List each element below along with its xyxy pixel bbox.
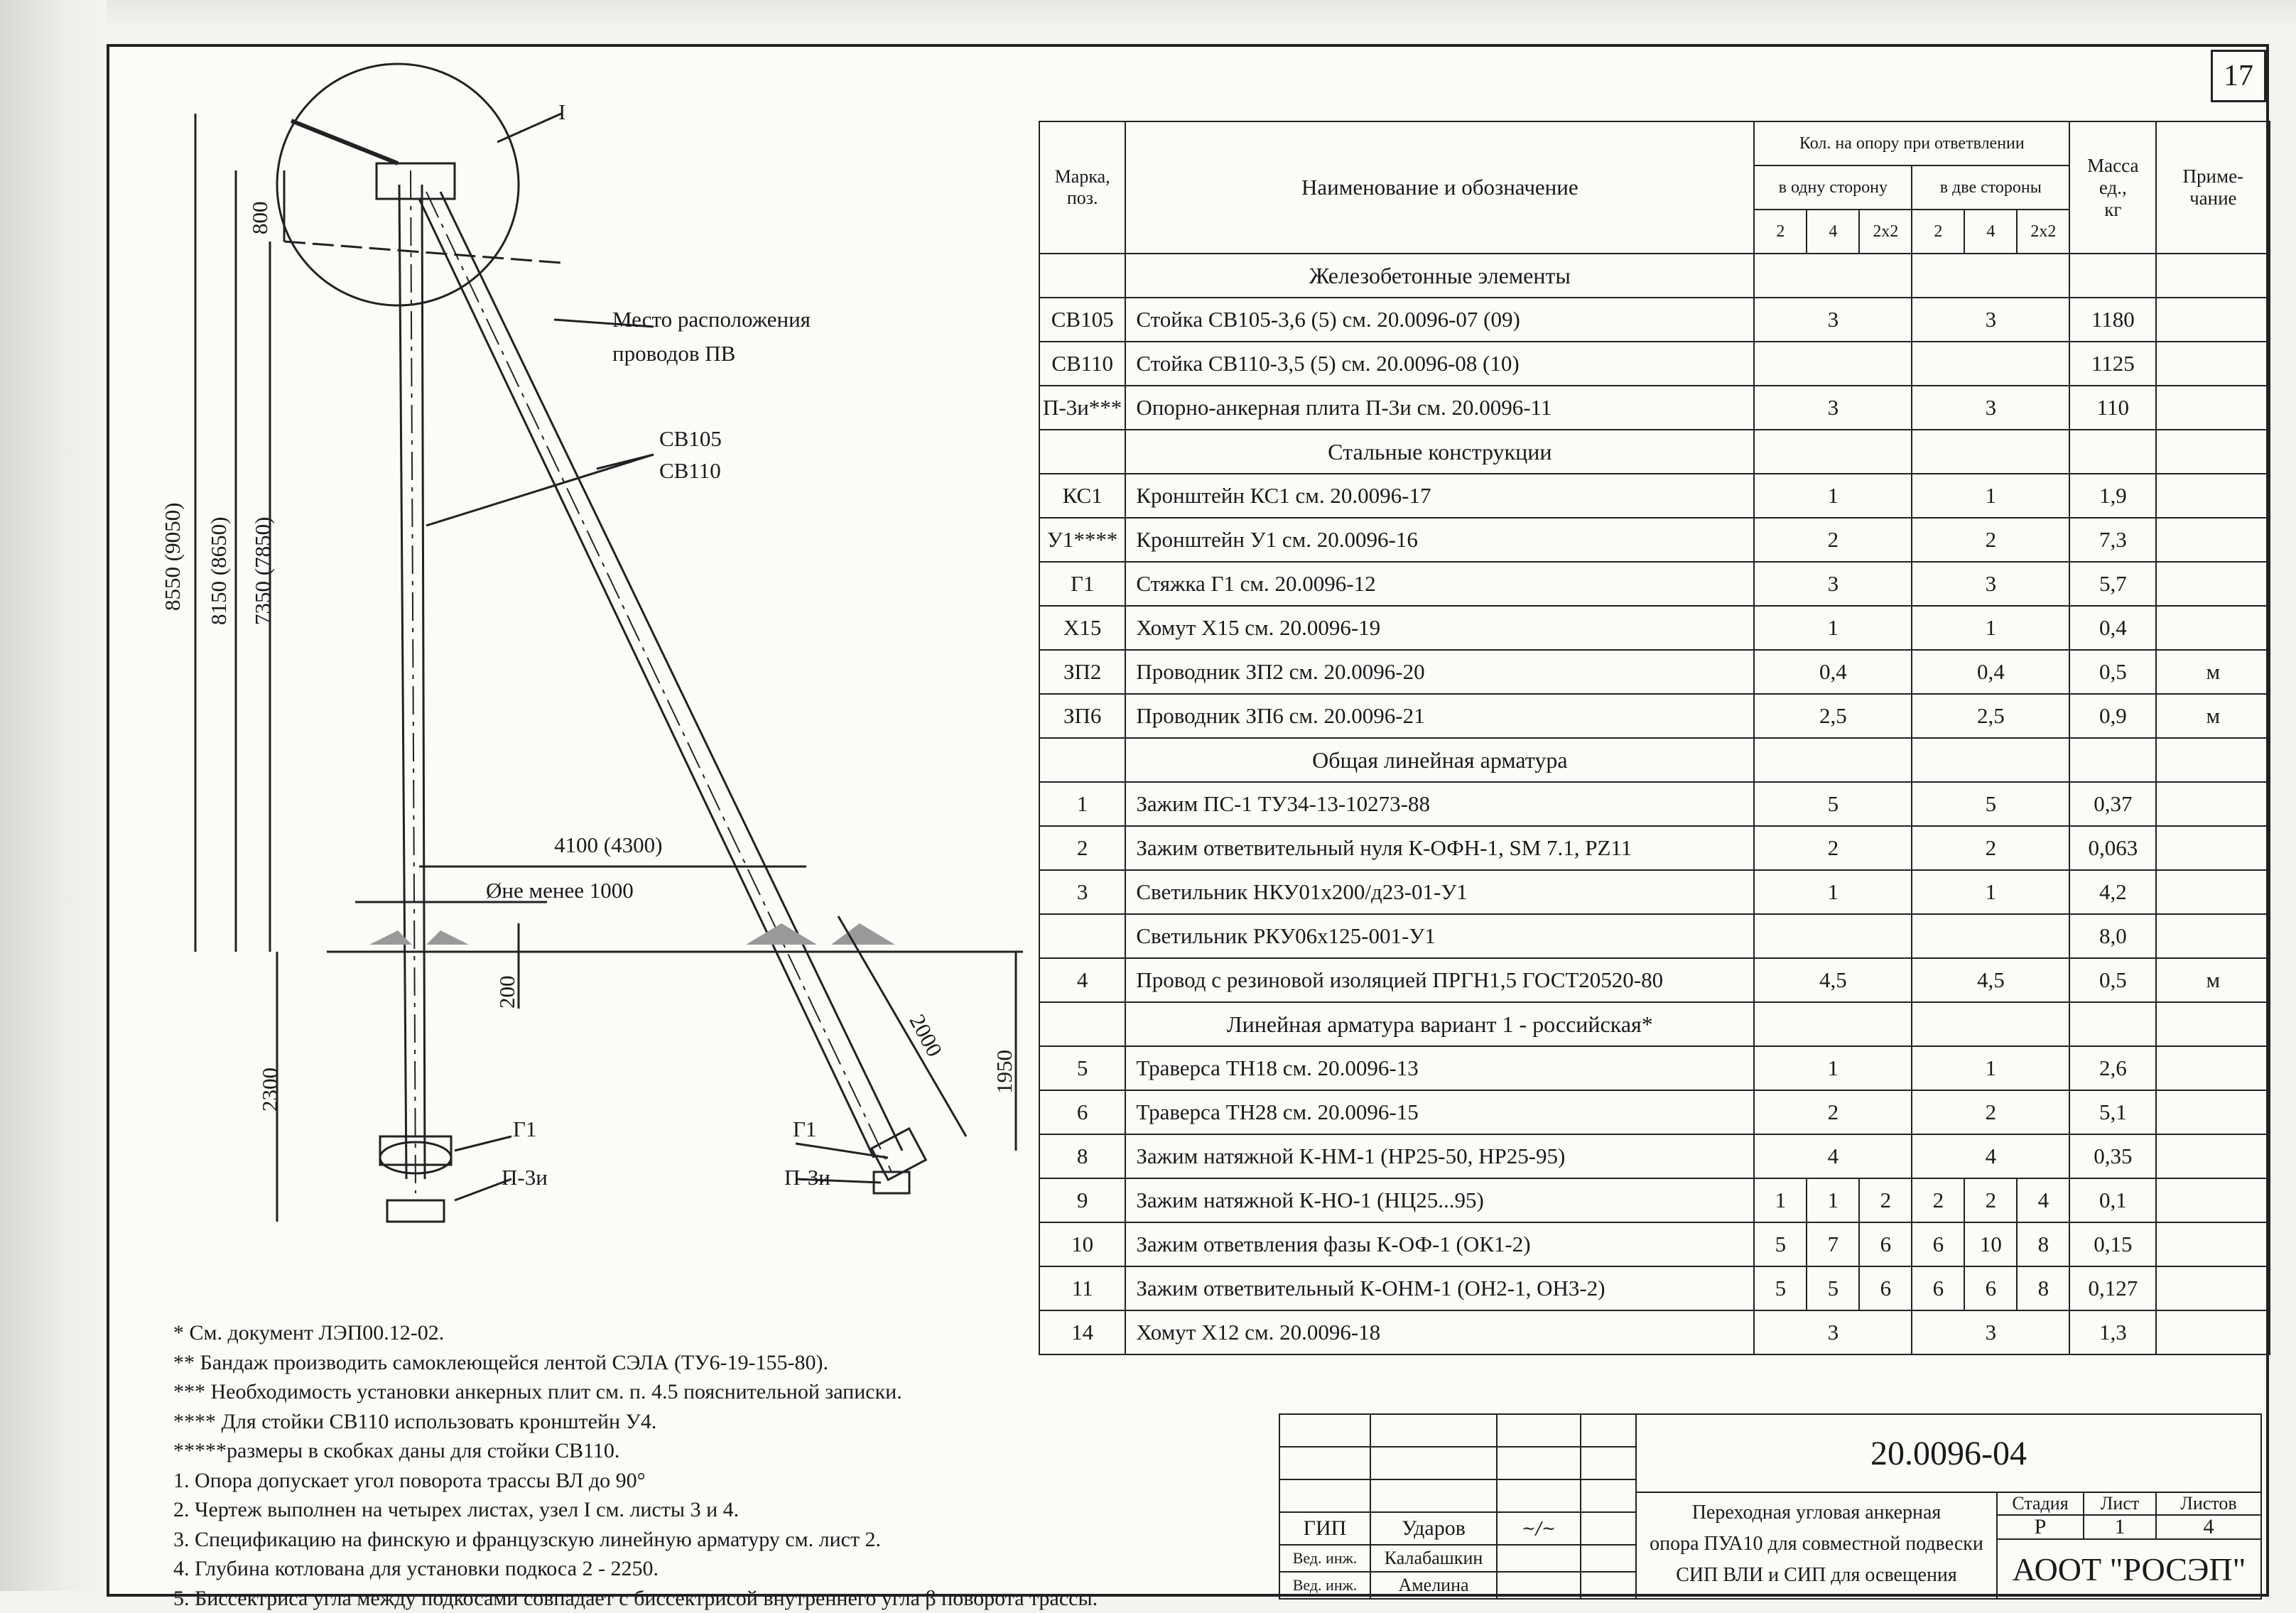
cell-mark: 1 <box>1039 782 1125 826</box>
cell-name: Провод с резиновой изоляцией ПРГН1,5 ГОСТ20520-80 <box>1125 958 1754 1002</box>
cell-note <box>2156 386 2270 430</box>
dim-800: 800 <box>247 202 273 235</box>
cell-qty-one-side: 2 <box>1754 1090 1912 1134</box>
cell-qty: 2 <box>1859 1178 1912 1222</box>
cell-qty-two-sides: 2 <box>1912 518 2069 562</box>
section-row <box>1039 738 2270 782</box>
cell-note <box>2156 1310 2270 1354</box>
note-line: 4. Глубина котлована для установки подкоса 2 - 2250. <box>173 1554 1098 1584</box>
cell-note <box>2156 1266 2270 1310</box>
cell-mark: ЗП6 <box>1039 694 1125 738</box>
cell-mass: 0,15 <box>2069 1222 2156 1266</box>
anchor-plate-left-p3i <box>387 1200 444 1222</box>
table-row <box>1039 518 2270 562</box>
table-row <box>1039 958 2270 1002</box>
sheet-value: 1 <box>2083 1514 2157 1540</box>
cell-qty: 6 <box>1912 1266 1964 1310</box>
dim-2000: 2000 <box>904 1010 948 1061</box>
cell-qty: 2 <box>1912 1178 1964 1222</box>
cell-name: Стяжка Г1 см. 20.0096-12 <box>1125 562 1754 606</box>
cell-qty-one-side: 1 <box>1754 1046 1912 1090</box>
cell-note <box>2156 606 2270 650</box>
cell-qty-two-sides: 3 <box>1912 562 2069 606</box>
cell-mass: 7,3 <box>2069 518 2156 562</box>
cell-name: Зажим ПС-1 ТУ34-13-10273-88 <box>1125 782 1754 826</box>
cell-mass: 0,9 <box>2069 694 2156 738</box>
table-row <box>1039 606 2270 650</box>
pole-head <box>377 163 455 199</box>
node-leader <box>497 114 561 142</box>
cell-qty-one-side: 3 <box>1754 298 1912 342</box>
hdr-sub: 2x2 <box>2017 210 2069 254</box>
cell-name: Кронштейн КС1 см. 20.0096-17 <box>1125 474 1754 518</box>
table-row <box>1039 474 2270 518</box>
dim-1950: 1950 <box>992 1050 1017 1094</box>
cell-name: Хомут Х15 см. 20.0096-19 <box>1125 606 1754 650</box>
cell-note <box>2156 1178 2270 1222</box>
role-gip: ГИП <box>1279 1511 1371 1546</box>
cell-qty: 10 <box>1964 1222 2017 1266</box>
hdr-sub: 2 <box>1912 210 1964 254</box>
section-row <box>1039 1002 2270 1046</box>
note-line: *** Необходимость установки анкерных плит см. п. 4.5 пояснительной записки. <box>173 1377 1098 1407</box>
table-row <box>1039 650 2270 694</box>
sheet-header: Лист <box>2083 1492 2157 1516</box>
dim-8550: 8550 (9050) <box>160 503 185 611</box>
cell-mark: Х15 <box>1039 606 1125 650</box>
cell-name: Кронштейн У1 см. 20.0096-16 <box>1125 518 1754 562</box>
table-row <box>1039 298 2270 342</box>
cell-qty-one-side <box>1754 342 1912 386</box>
cell-qty: 6 <box>1912 1222 1964 1266</box>
dim-8150: 8150 (8650) <box>206 517 232 625</box>
cell-mark: 11 <box>1039 1266 1125 1310</box>
cell-qty: 5 <box>1754 1266 1807 1310</box>
hdr-mass: Масса ед., кг <box>2069 121 2156 254</box>
hdr-two-sides: в две стороны <box>1912 165 2069 210</box>
cell-note <box>2156 914 2270 958</box>
g1-right: Г1 <box>793 1117 816 1142</box>
cell-mark: СВ110 <box>1039 342 1125 386</box>
cell-qty-one-side: 0,4 <box>1754 650 1912 694</box>
cell-qty: 5 <box>1754 1222 1807 1266</box>
table-row <box>1039 1222 2270 1266</box>
cell-note <box>2156 518 2270 562</box>
note-line: 1. Опора допускает угол поворота трассы ВЛ до 90° <box>173 1466 1098 1496</box>
table-row <box>1039 1266 2270 1310</box>
note-line: 2. Чертеж выполнен на четырех листах, узел I см. листы 3 и 4. <box>173 1495 1098 1525</box>
table-row <box>1039 562 2270 606</box>
cell-mark: 10 <box>1039 1222 1125 1266</box>
cell-qty: 8 <box>2017 1266 2069 1310</box>
title-block <box>1279 1413 2262 1598</box>
cell-mass: 0,1 <box>2069 1178 2156 1222</box>
notes-block <box>173 1318 1098 1613</box>
name-ved1: Калабашкин <box>1370 1544 1498 1573</box>
cell-mass: 110 <box>2069 386 2156 430</box>
cell-mark <box>1039 914 1125 958</box>
cell-qty-two-sides: 1 <box>1912 870 2069 914</box>
table-row <box>1039 342 2270 386</box>
organization: АООТ "РОСЭП" <box>1996 1538 2262 1600</box>
table-row <box>1039 1134 2270 1178</box>
cell-qty-two-sides: 3 <box>1912 1310 2069 1354</box>
cell-qty-one-side: 1 <box>1754 606 1912 650</box>
sheets-value: 4 <box>2155 1514 2262 1540</box>
note-line: *****размеры в скобках даны для стойки СВ110. <box>173 1436 1098 1466</box>
cell-mass: 0,37 <box>2069 782 2156 826</box>
leader-g1-left <box>455 1136 511 1151</box>
cell-note <box>2156 298 2270 342</box>
dim-diam: Øне менее 1000 <box>486 878 634 903</box>
cell-qty-one-side: 4,5 <box>1754 958 1912 1002</box>
cell-qty: 7 <box>1807 1222 1859 1266</box>
section-title: Линейная арматура вариант 1 - российская* <box>1125 1002 1754 1046</box>
section-row <box>1039 430 2270 474</box>
cell-qty-two-sides: 2 <box>1912 1090 2069 1134</box>
hdr-sub: 4 <box>1807 210 1859 254</box>
sheet-number: 17 <box>2211 50 2266 102</box>
cell-note <box>2156 474 2270 518</box>
name-gip: Ударов <box>1370 1511 1498 1546</box>
section-title: Железобетонные элементы <box>1125 254 1754 298</box>
cell-note <box>2156 826 2270 870</box>
cell-name: Зажим натяжной К-НО-1 (НЦ25...95) <box>1125 1178 1754 1222</box>
cell-name: Зажим ответвительный К-ОНМ-1 (ОН2-1, ОН3-2) <box>1125 1266 1754 1310</box>
note-line: 5. Биссектриса угла между подкосами совпадает с биссектрисой внутреннего угла β поворота трассы. <box>173 1584 1098 1613</box>
cell-mark: КС1 <box>1039 474 1125 518</box>
pole-left-edge <box>399 185 406 1179</box>
note-line: 3. Спецификацию на финскую и французскую линейную арматуру см. лист 2. <box>173 1525 1098 1555</box>
cell-qty: 2 <box>1964 1178 2017 1222</box>
cell-mass: 5,1 <box>2069 1090 2156 1134</box>
cell-mass: 5,7 <box>2069 562 2156 606</box>
cell-mass: 1,9 <box>2069 474 2156 518</box>
table-row <box>1039 826 2270 870</box>
cell-name: Опорно-анкерная плита П-3и см. 20.0096-11 <box>1125 386 1754 430</box>
leader-g1-right <box>796 1144 888 1158</box>
pv-label-2: проводов ПВ <box>612 341 735 366</box>
leader-sv <box>426 455 654 526</box>
table-row <box>1039 870 2270 914</box>
cell-mark: ЗП2 <box>1039 650 1125 694</box>
role-ved1: Вед. инж. <box>1279 1544 1371 1573</box>
cell-qty-one-side: 5 <box>1754 782 1912 826</box>
cell-mass: 1180 <box>2069 298 2156 342</box>
table-row <box>1039 1046 2270 1090</box>
cell-qty-one-side <box>1754 914 1912 958</box>
cell-note <box>2156 1090 2270 1134</box>
hdr-sub: 2 <box>1754 210 1807 254</box>
cell-name: Траверса ТН18 см. 20.0096-13 <box>1125 1046 1754 1090</box>
section-title: Стальные конструкции <box>1125 430 1754 474</box>
cell-mass: 0,063 <box>2069 826 2156 870</box>
cell-qty: 1 <box>1754 1178 1807 1222</box>
cell-mass: 0,127 <box>2069 1266 2156 1310</box>
p3i-right: П-3и <box>784 1165 830 1190</box>
cell-qty-two-sides: 3 <box>1912 298 2069 342</box>
table-row <box>1039 782 2270 826</box>
cell-qty: 5 <box>1807 1266 1859 1310</box>
dim-2300: 2300 <box>257 1068 283 1112</box>
table-row <box>1039 386 2270 430</box>
dim-4100: 4100 (4300) <box>554 832 662 858</box>
cell-name: Зажим натяжной К-НМ-1 (НР25-50, НР25-95) <box>1125 1134 1754 1178</box>
cell-qty-two-sides: 5 <box>1912 782 2069 826</box>
cell-qty: 8 <box>2017 1222 2069 1266</box>
cell-qty-two-sides: 0,4 <box>1912 650 2069 694</box>
cell-mark: 3 <box>1039 870 1125 914</box>
cell-note <box>2156 782 2270 826</box>
cell-name: Зажим ответвительный нуля К-ОФН-1, SM 7.1, PZ11 <box>1125 826 1754 870</box>
table-row <box>1039 1310 2270 1354</box>
section-row <box>1039 254 2270 298</box>
pole-label-sv105: СВ105 <box>659 426 722 452</box>
cell-mass: 0,5 <box>2069 958 2156 1002</box>
dim-line-2000 <box>838 916 966 1136</box>
cell-qty-two-sides: 2,5 <box>1912 694 2069 738</box>
table-row <box>1039 914 2270 958</box>
cell-qty-one-side: 3 <box>1754 1310 1912 1354</box>
cell-name: Хомут Х12 см. 20.0096-18 <box>1125 1310 1754 1354</box>
cell-note <box>2156 562 2270 606</box>
cell-mark: 5 <box>1039 1046 1125 1090</box>
signature-gip: ~/~ <box>1496 1511 1581 1546</box>
cell-note: м <box>2156 650 2270 694</box>
cell-qty: 6 <box>1859 1222 1912 1266</box>
table-row <box>1039 1178 2270 1222</box>
cell-mass: 2,6 <box>2069 1046 2156 1090</box>
cell-note <box>2156 1134 2270 1178</box>
section-title: Общая линейная арматура <box>1125 738 1754 782</box>
cell-mass: 0,4 <box>2069 606 2156 650</box>
role-ved2: Вед. инж. <box>1279 1571 1371 1600</box>
cell-note <box>2156 1222 2270 1266</box>
hdr-name: Наименование и обозначение <box>1125 121 1754 254</box>
cell-mass: 4,2 <box>2069 870 2156 914</box>
hdr-mark: Марка, поз. <box>1039 121 1125 254</box>
specification-table <box>1039 121 2270 1355</box>
cell-qty-one-side: 3 <box>1754 562 1912 606</box>
hdr-one-side: в одну сторону <box>1754 165 1912 210</box>
cell-mark: 2 <box>1039 826 1125 870</box>
pv-label-1: Место расположения <box>612 307 811 332</box>
dim-200: 200 <box>494 976 520 1009</box>
cell-qty-one-side: 2 <box>1754 518 1912 562</box>
cell-mark: 6 <box>1039 1090 1125 1134</box>
cell-note: м <box>2156 694 2270 738</box>
bracket <box>291 121 398 163</box>
pole-right-edge <box>422 185 425 1179</box>
cell-mark: 9 <box>1039 1178 1125 1222</box>
cell-qty-one-side: 1 <box>1754 870 1912 914</box>
cell-name: Проводник ЗП6 см. 20.0096-21 <box>1125 694 1754 738</box>
cell-mass: 0,35 <box>2069 1134 2156 1178</box>
cell-note <box>2156 1046 2270 1090</box>
cell-qty-two-sides: 1 <box>1912 1046 2069 1090</box>
cell-qty-two-sides: 1 <box>1912 606 2069 650</box>
cell-qty-two-sides: 3 <box>1912 386 2069 430</box>
cell-qty-one-side: 4 <box>1754 1134 1912 1178</box>
cell-qty-two-sides: 2 <box>1912 826 2069 870</box>
cell-qty-two-sides: 4,5 <box>1912 958 2069 1002</box>
table-row <box>1039 1090 2270 1134</box>
cell-note: м <box>2156 958 2270 1002</box>
cell-name: Стойка СВ110-3,5 (5) см. 20.0096-08 (10) <box>1125 342 1754 386</box>
cell-mass: 1125 <box>2069 342 2156 386</box>
cell-mark: 4 <box>1039 958 1125 1002</box>
note-line: ** Бандаж производить самоклеющейся лентой СЭЛА (ТУ6-19-155-80). <box>173 1348 1098 1378</box>
cell-mark: 8 <box>1039 1134 1125 1178</box>
cell-note <box>2156 342 2270 386</box>
cell-qty-one-side: 3 <box>1754 386 1912 430</box>
cell-mark: П-3и*** <box>1039 386 1125 430</box>
cell-qty: 6 <box>1964 1266 2017 1310</box>
cell-name: Стойка СВ105-3,6 (5) см. 20.0096-07 (09) <box>1125 298 1754 342</box>
cell-qty-two-sides <box>1912 914 2069 958</box>
dim-7350: 7350 (7850) <box>250 517 276 625</box>
p3i-left: П-3и <box>502 1165 548 1190</box>
table-row <box>1039 694 2270 738</box>
strut-axis <box>426 192 892 1172</box>
name-ved2: Амелина <box>1370 1571 1498 1600</box>
cell-qty-two-sides <box>1912 342 2069 386</box>
pole-axis <box>411 170 416 1193</box>
cell-name: Зажим ответвления фазы К-ОФ-1 (ОК1-2) <box>1125 1222 1754 1266</box>
hdr-sub: 2x2 <box>1859 210 1912 254</box>
node-circle <box>277 64 519 305</box>
cell-name: Светильник НКУ01х200/д23-01-У1 <box>1125 870 1754 914</box>
document-code: 20.0096-04 <box>1635 1413 2262 1493</box>
pole-label-sv110: СВ110 <box>659 458 721 484</box>
cell-name: Светильник РКУ06х125-001-У1 <box>1125 914 1754 958</box>
note-line: * См. документ ЛЭП00.12-02. <box>173 1318 1098 1348</box>
hdr-sub: 4 <box>1964 210 2017 254</box>
cell-qty-one-side: 1 <box>1754 474 1912 518</box>
note-line: **** Для стойки СВ110 использовать кронштейн У4. <box>173 1407 1098 1437</box>
cell-mark: 14 <box>1039 1310 1125 1354</box>
cell-qty-one-side: 2 <box>1754 826 1912 870</box>
cell-name: Проводник ЗП2 см. 20.0096-20 <box>1125 650 1754 694</box>
cell-qty-one-side: 2,5 <box>1754 694 1912 738</box>
cell-mark: У1**** <box>1039 518 1125 562</box>
cell-qty: 1 <box>1807 1178 1859 1222</box>
stage-value: Р <box>1996 1514 2084 1540</box>
g1-left: Г1 <box>513 1117 536 1142</box>
hdr-qty: Кол. на опору при ответвлении <box>1754 121 2069 165</box>
cell-qty: 6 <box>1859 1266 1912 1310</box>
hdr-note: Приме- чание <box>2156 121 2270 254</box>
stage-header: Стадия <box>1996 1492 2084 1516</box>
cell-mass: 8,0 <box>2069 914 2156 958</box>
cell-qty-two-sides: 4 <box>1912 1134 2069 1178</box>
cell-qty-two-sides: 1 <box>1912 474 2069 518</box>
cell-mark: СВ105 <box>1039 298 1125 342</box>
node-label: I <box>558 99 565 125</box>
cell-mass: 1,3 <box>2069 1310 2156 1354</box>
sheets-header: Листов <box>2155 1492 2262 1516</box>
cell-name: Траверса ТН28 см. 20.0096-15 <box>1125 1090 1754 1134</box>
cell-mass: 0,5 <box>2069 650 2156 694</box>
document-title: Переходная угловая анкерная опора ПУА10 для совместной подвески СИП ВЛИ и СИП для освещения <box>1635 1492 1998 1600</box>
cell-qty: 4 <box>2017 1178 2069 1222</box>
cell-mark: Г1 <box>1039 562 1125 606</box>
cell-note <box>2156 870 2270 914</box>
